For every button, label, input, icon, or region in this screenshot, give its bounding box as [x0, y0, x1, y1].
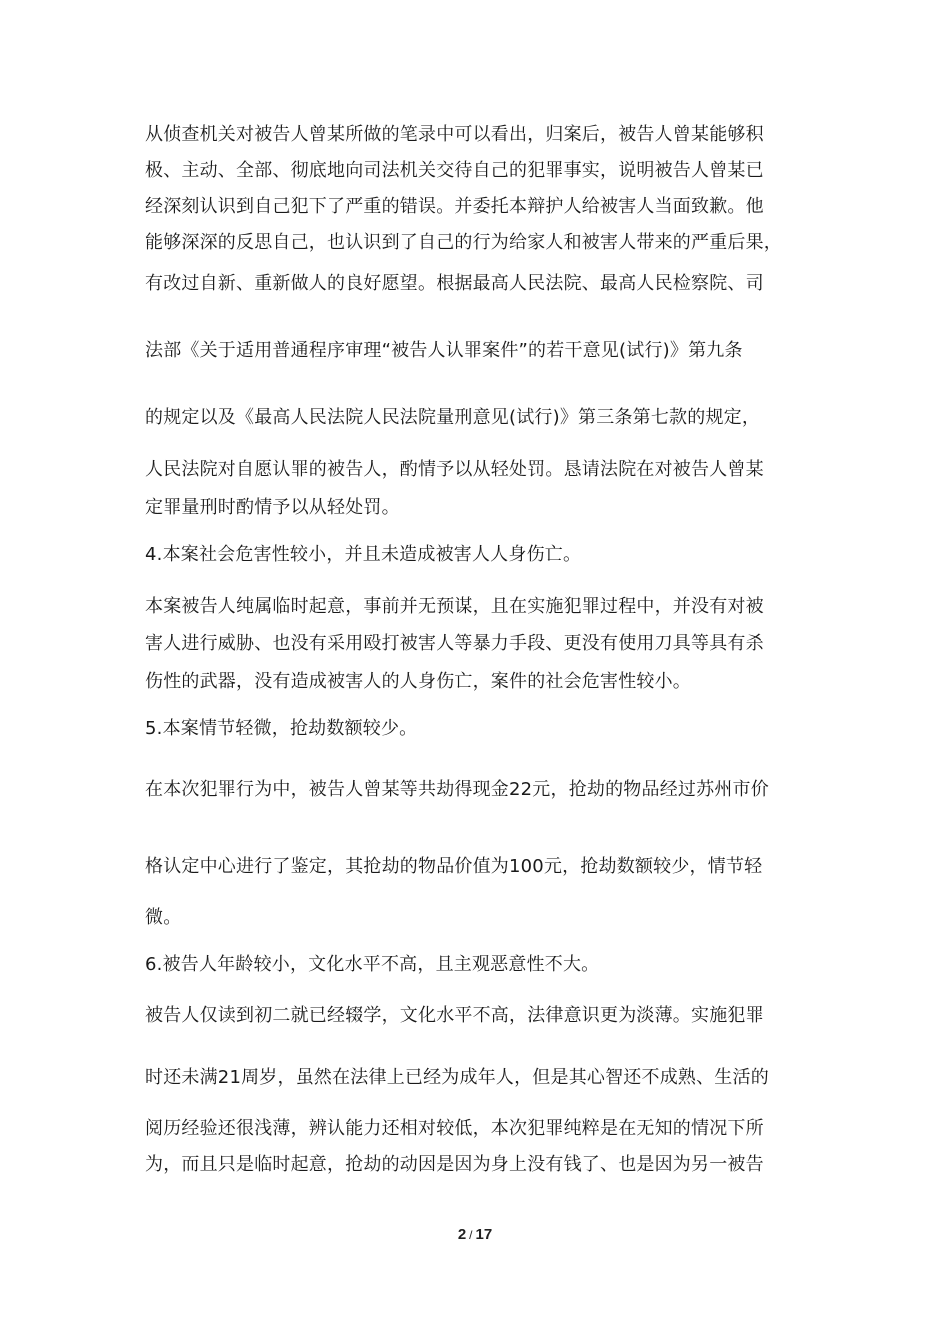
- section-heading: 5.本案情节轻微，抢劫数额较少。: [145, 718, 418, 739]
- text-line: 人民法院对自愿认罪的被告人，酌情予以从轻处罚。恳请法院在对被告人曾某: [145, 459, 764, 480]
- total-pages: 17: [475, 1226, 493, 1243]
- text-line: 极、主动、全部、彻底地向司法机关交待自己的犯罪事实，说明被告人曾某已: [145, 160, 764, 181]
- text-line: 害人进行威胁、也没有采用殴打被害人等暴力手段、更没有使用刀具等具有杀: [145, 633, 764, 654]
- text-line: 阅历经验还很浅薄，辨认能力还相对较低，本次犯罪纯粹是在无知的情况下所: [145, 1118, 764, 1139]
- text-line: 法部《关于适用普通程序审理“被告人认罪案件”的若干意见(试行)》第九条: [145, 340, 743, 361]
- text-line: 能够深深的反思自己，也认识到了自己的行为给家人和被害人带来的严重后果，: [145, 232, 782, 253]
- text-line: 微。: [145, 907, 182, 928]
- text-line: 被告人仅读到初二就已经辍学，文化水平不高，法律意识更为淡薄。实施犯罪: [145, 1005, 764, 1026]
- current-page: 2: [457, 1226, 467, 1243]
- text-line: 从侦查机关对被告人曾某所做的笔录中可以看出，归案后，被告人曾某能够积: [145, 124, 764, 145]
- text-line: 经深刻认识到自己犯下了严重的错误。并委托本辩护人给被害人当面致歉。他: [145, 196, 764, 217]
- text-line: 为，而且只是临时起意，抢劫的动因是因为身上没有钱了、也是因为另一被告: [145, 1154, 764, 1175]
- page-number: [0, 1226, 950, 1243]
- section-heading: 4.本案社会危害性较小，并且未造成被害人人身伤亡。: [145, 544, 582, 565]
- text-line: 格认定中心进行了鉴定，其抢劫的物品价值为100元，抢劫数额较少，情节轻: [145, 856, 763, 877]
- text-line: 的规定以及《最高人民法院人民法院量刑意见(试行)》第三条第七款的规定，: [145, 407, 761, 428]
- page-separator: /: [469, 1228, 473, 1242]
- text-line: 在本次犯罪行为中，被告人曾某等共劫得现金22元，抢劫的物品经过苏州市价: [145, 779, 769, 800]
- text-line: 时还未满21周岁，虽然在法律上已经为成年人，但是其心智还不成熟、生活的: [145, 1067, 769, 1088]
- text-line: 本案被告人纯属临时起意，事前并无预谋，且在实施犯罪过程中，并没有对被: [145, 596, 764, 617]
- text-line: 伤性的武器，没有造成被害人的人身伤亡，案件的社会危害性较小。: [145, 671, 691, 692]
- text-line: 定罪量刑时酌情予以从轻处罚。: [145, 497, 400, 518]
- text-line: 有改过自新、重新做人的良好愿望。根据最高人民法院、最高人民检察院、司: [145, 273, 764, 294]
- section-heading: 6.被告人年龄较小，文化水平不高，且主观恶意性不大。: [145, 954, 600, 975]
